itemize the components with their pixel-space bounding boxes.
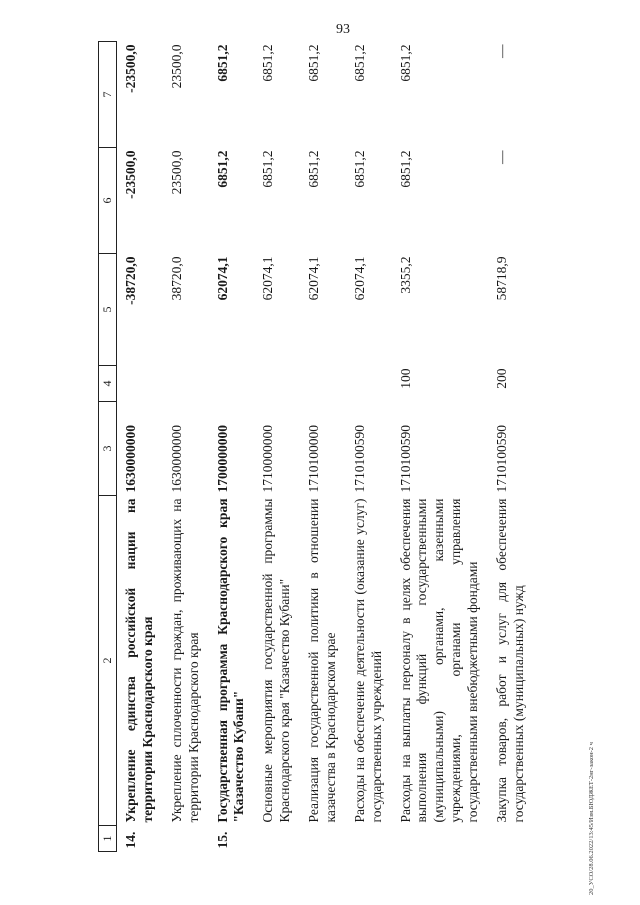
- row-amount-col5: 62074,1: [214, 256, 230, 301]
- row-expense-type: [300, 366, 346, 402]
- row-index: 15.: [214, 831, 230, 849]
- row-description: Реализация государственной политики в отношении казачества в Краснодарском крае: [306, 498, 338, 823]
- row-amount-col5: 38720,0: [168, 256, 184, 301]
- row-code: 1710100000: [306, 425, 321, 493]
- row-amount-col6: 6851,2: [351, 150, 367, 188]
- row-amount-col5: -38720,0: [123, 256, 138, 305]
- table-row: [209, 42, 255, 852]
- row-amount-col5: 62074,1: [260, 256, 276, 301]
- row-amount-col7: 6851,2: [214, 44, 230, 82]
- row-index: [346, 826, 392, 852]
- budget-table: [98, 41, 534, 852]
- row-description: Основные мероприятия государственной программы Краснодарского края "Казачество Кубани": [260, 498, 293, 823]
- rotated-table-wrapper: [98, 42, 588, 852]
- row-description: Расходы на выплаты персоналу в целях обеспечения выполнения функций государственными (муниципальными) органами, казенными учреждениями, органами управления государственными внебюджетными фондами: [397, 498, 480, 823]
- table-row: [488, 42, 534, 852]
- header-col-7: 7: [99, 42, 117, 148]
- header-col-2: 2: [99, 496, 117, 826]
- row-amount-col5: 58718,9: [493, 256, 509, 301]
- row-amount-col7: —: [493, 44, 509, 58]
- row-code: 1700000000: [214, 425, 230, 493]
- row-index: [300, 826, 346, 852]
- row-amount-col6: 6851,2: [214, 150, 230, 188]
- row-code: 1710000000: [260, 425, 276, 493]
- table-row: [300, 42, 346, 852]
- header-col-6: 6: [99, 148, 117, 254]
- header-col-5: 5: [99, 254, 117, 366]
- row-description: Закупка товаров, работ и услуг для обеспечения государственных (муниципальных) нужд: [493, 498, 526, 823]
- row-expense-type: [163, 366, 209, 402]
- row-index: [254, 826, 300, 852]
- row-amount-col7: 6851,2: [351, 44, 367, 82]
- table-row: [117, 42, 163, 852]
- header-col-1: 1: [99, 826, 117, 852]
- row-index: [163, 826, 209, 852]
- row-amount-col7: -23500,0: [123, 44, 138, 93]
- row-expense-type: 100: [397, 368, 413, 389]
- row-expense-type: [117, 366, 163, 402]
- table-row: [392, 42, 488, 852]
- page-number: 93: [336, 22, 350, 37]
- row-amount-col6: 6851,2: [306, 150, 321, 188]
- header-col-4: 4: [99, 366, 117, 402]
- row-amount-col7: 6851,2: [397, 44, 413, 82]
- header-col-3: 3: [99, 402, 117, 496]
- table-row: [254, 42, 300, 852]
- table-row: [163, 42, 209, 852]
- row-code: 1630000000: [168, 425, 184, 493]
- row-amount-col6: —: [493, 150, 509, 164]
- row-amount-col7: 6851,2: [260, 44, 276, 82]
- row-amount-col6: -23500,0: [123, 150, 138, 199]
- row-amount-col6: 6851,2: [397, 150, 413, 188]
- row-amount-col6: 6851,2: [260, 150, 276, 188]
- row-amount-col6: 23500,0: [168, 150, 184, 195]
- row-index: 14.: [123, 831, 138, 849]
- row-description: Государственная программа Краснодарского края "Казачество Кубани": [214, 498, 247, 823]
- row-code: 1710100590: [397, 425, 413, 493]
- table-row: [346, 42, 392, 852]
- row-index: [392, 826, 488, 852]
- row-expense-type: 200: [493, 368, 509, 389]
- row-amount-col7: 23500,0: [168, 44, 184, 89]
- row-amount-col5: 62074,1: [306, 256, 321, 301]
- row-amount-col5: 62074,1: [351, 256, 367, 301]
- row-description: Укрепление единства российской нации на территории Краснодарского края: [123, 498, 155, 823]
- row-code: 1710100590: [351, 425, 367, 493]
- row-amount-col7: 6851,2: [306, 44, 321, 82]
- row-description: Укрепление сплоченности граждан, проживающих на территории Краснодарского края: [168, 498, 201, 823]
- column-number-row: [99, 42, 117, 852]
- row-code: 1630000000: [123, 425, 138, 493]
- footer-code: 20_УСО/28.06.2022/13:45/Изм.БЮДЖЕТ-2нг-закон-2 ч: [588, 742, 595, 895]
- row-expense-type: [209, 366, 255, 402]
- row-expense-type: [254, 366, 300, 402]
- row-code: 1710100590: [493, 425, 509, 493]
- row-amount-col5: 3355,2: [397, 256, 413, 294]
- row-description: Расходы на обеспечение деятельности (оказание услуг) государственных учреждений: [351, 498, 384, 823]
- row-index: [488, 826, 534, 852]
- row-expense-type: [346, 366, 392, 402]
